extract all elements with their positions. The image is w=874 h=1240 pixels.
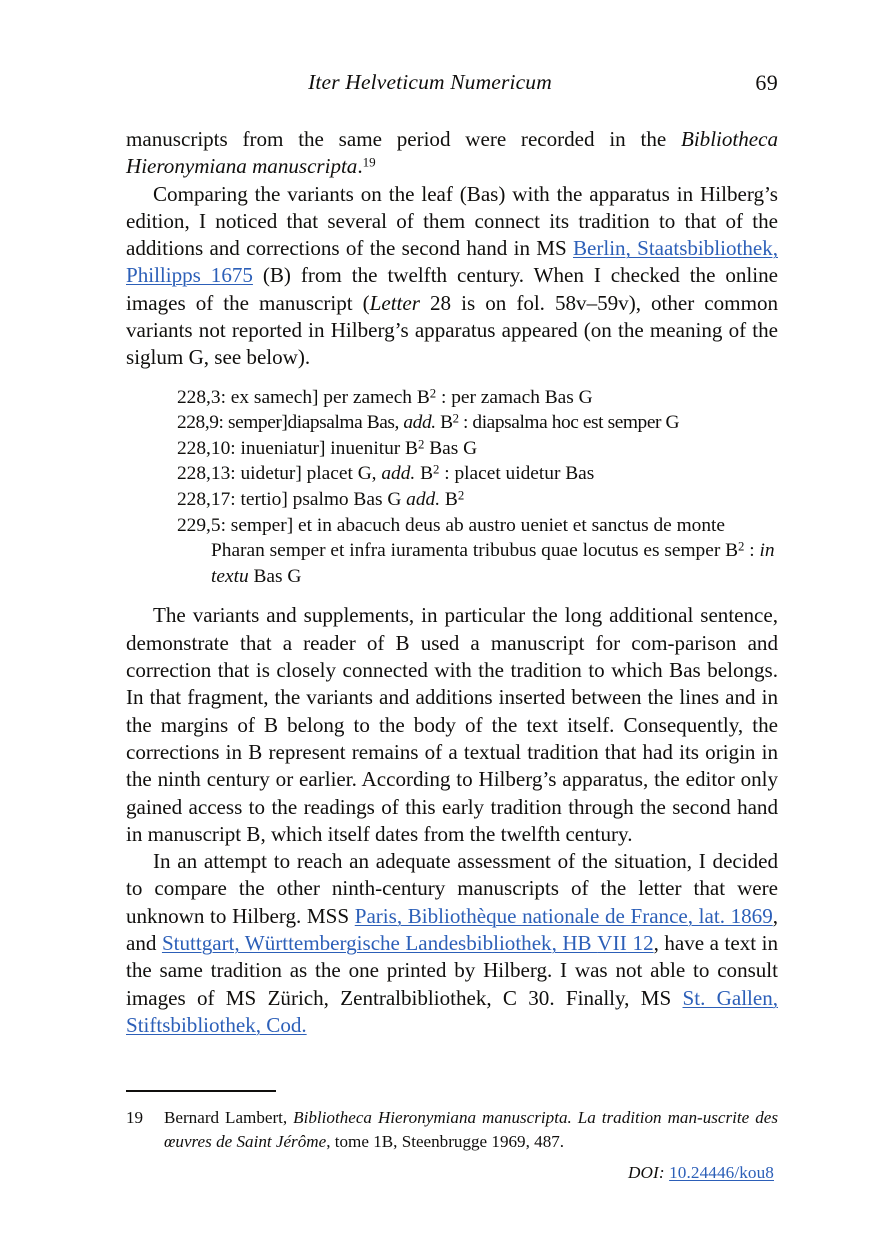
footnote-area — [126, 1090, 778, 1153]
footnote-segment-1: Bernard Lambert, — [164, 1108, 294, 1128]
variant-italic-abbr: add. — [403, 412, 436, 434]
para2-segment-2: (B) from the twelfth century. When I checked the online images of the manuscript ( — [126, 263, 778, 315]
para1-italic-title: Bibliotheca Hieronymiana manuscripta — [126, 127, 778, 179]
variant-reference: 228,9: — [177, 412, 228, 434]
running-head — [126, 70, 778, 100]
variant-reference: 228,17: — [177, 489, 241, 511]
para2-italic-letter: Letter — [369, 290, 420, 315]
variant-text: semper]diapsalma Bas, — [227, 412, 404, 434]
text-block — [126, 126, 778, 1039]
variant-text: semper] et in abacuch deus ab austro ueniet et sanctus de monte Pharan semper et infra iuramenta tribubus quae locutus es semper B — [211, 514, 739, 562]
footnote-number: 19 — [126, 1108, 144, 1128]
para4-segment-2: , and — [126, 903, 778, 955]
variant-text: : — [744, 540, 760, 562]
link-st-gallen-stiftsbibliothek-cod[interactable]: St. Gallen, Stiftsbibliothek, Cod. — [126, 985, 778, 1037]
variant-superscript: 2 — [457, 488, 465, 503]
variant-text: Bas G — [424, 437, 478, 459]
variant-italic-abbr: add. — [381, 463, 416, 485]
variant-superscript: 2 — [738, 539, 745, 554]
link-stuttgart-roman-numeral: VII — [597, 930, 628, 955]
paragraph-continuation — [126, 126, 778, 181]
variant-text: : per zamach Bas G — [436, 386, 593, 408]
footnote-segment-2: , tome 1B, Steenbrugge 1969, 487. — [326, 1131, 565, 1151]
variant-superscript: 2 — [433, 463, 440, 478]
variant-italic-abbr: add. — [406, 489, 441, 511]
footnote-reference-19[interactable]: 19 — [362, 154, 376, 170]
variant-entry — [177, 436, 778, 462]
para1-text-b: . — [357, 154, 363, 179]
footnote-italic-title: Bibliotheca Hieronymiana manuscripta. La tradition man-uscrite des œuvres de Saint Jérôme — [164, 1108, 778, 1151]
link-berlin-staatsbibliothek-phillipps-1675[interactable]: Berlin, Staatsbibliothek, Phillipps 1675 — [126, 236, 778, 288]
para2-segment-3: 28 is on fol. 58v–59v), other common variants not reported in Hilberg’s apparatus appeared (on the meaning of the siglum G, see below). — [126, 290, 779, 370]
footnote-separator-rule — [126, 1090, 276, 1092]
doi-label: DOI: — [628, 1163, 665, 1182]
running-head-title: Iter Helveticum Numericum — [308, 70, 552, 94]
variant-superscript: 2 — [452, 411, 459, 426]
variants-list — [126, 385, 778, 590]
variant-text: : diapsalma hoc est semper G — [458, 412, 680, 434]
variant-reference: 228,3: — [177, 386, 231, 408]
para1-text-a: manuscripts from the same period were recorded in the — [126, 127, 681, 151]
variant-entry — [177, 487, 778, 513]
doi-line — [628, 1163, 774, 1183]
variant-text: B — [415, 463, 434, 485]
variant-reference: 229,5: — [177, 514, 231, 536]
variant-text: tertio] psalmo Bas G — [240, 489, 407, 511]
variant-entry — [177, 385, 778, 411]
variant-text: B — [435, 412, 453, 434]
para2-segment-1: Comparing the variants on the leaf (Bas) with the apparatus in Hilberg’s edition, I noticed that several of them connect its tradition to that of the additions and corrections of the second hand in MS — [126, 181, 778, 261]
variant-reference: 228,13: — [177, 463, 241, 485]
variant-entry — [177, 461, 778, 487]
variant-text: : placet uidetur Bas — [439, 463, 595, 485]
paragraph-variants-supplements: The variants and supplements, in particular the long additional sentence, demonstrate that a reader of B used a manuscript for com-parison and correction that is closely connected with the tradition to which Bas belongs. In that fragment, the variants and additions inserted between the lines and in the margins of B belong to the body of the text itself. Consequently, the corrections in B represent remains of a textual tradition that had its origin in the ninth century or earlier. According to Hilberg’s apparatus, the editor only gained access to the readings of this early tradition through the second hand in manuscript B, which itself dates from the twelfth century. — [126, 603, 778, 846]
variant-text: ex samech] per zamech B — [230, 386, 430, 408]
variant-text: uidetur] placet G, — [240, 463, 382, 485]
variant-text: inueniatur] inuenitur B — [240, 437, 418, 459]
para4-segment-3: , have a text in the same tradition as the one printed by Hilberg. I was not able to consult images of MS Zürich, Zentralbibliothek, C 30. Finally, MS — [126, 930, 778, 1010]
para4-segment-1: In an attempt to reach an adequate assessment of the situation, I decided to compare the other ninth-century manuscripts of the letter that were unknown to Hilberg. MSS — [126, 849, 778, 928]
footnote-19 — [126, 1106, 778, 1152]
page-number: 69 — [755, 70, 778, 95]
link-paris-bibliotheque-nationale-lat-1869[interactable]: Paris, Bibliothèque nationale de France, lat. 1869 — [354, 903, 773, 928]
link-stuttgart-part-b: 12 — [627, 930, 654, 955]
link-stuttgart-wurttembergische-landesbibliothek-hb-vii-12[interactable] — [162, 931, 654, 955]
paragraph-comparing-variants — [126, 181, 778, 372]
variant-italic-abbr: in textu — [211, 540, 775, 587]
variant-entry — [177, 513, 778, 590]
variant-text: B — [440, 489, 458, 511]
variant-superscript: 2 — [429, 386, 437, 401]
variant-entry — [177, 410, 778, 436]
variant-superscript: 2 — [417, 437, 425, 452]
paragraph-adequate-assessment — [126, 848, 778, 1039]
variant-reference: 228,10: — [177, 437, 241, 459]
link-stuttgart-part-a: Stuttgart, Württembergische Landesbibliothek, HB — [161, 930, 598, 955]
variant-text: Bas G — [248, 565, 302, 587]
doi-link[interactable]: 10.24446/kou8 — [669, 1163, 774, 1182]
